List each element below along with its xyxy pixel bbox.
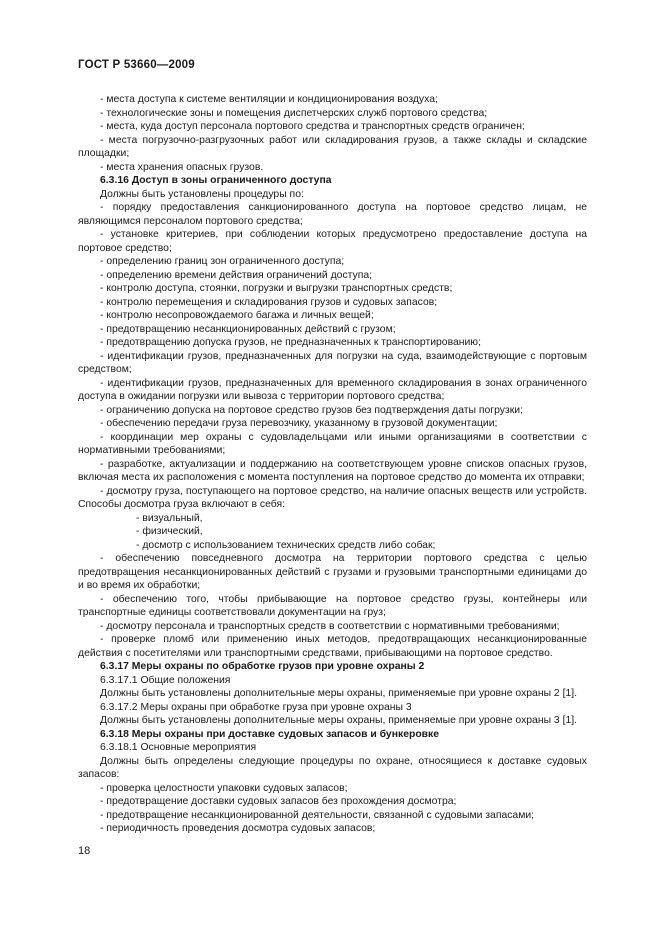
page-number: 18 [78, 845, 91, 857]
paragraph: - места, куда доступ персонала портового средства и транспортных средств ограничен; [100, 121, 525, 132]
paragraph: 6.3.18.1 Основные мероприятия [100, 742, 257, 753]
paragraph: - идентификации грузов, предназначенных для погрузки на суда, взаимодействующие с портовым средством; [78, 350, 587, 375]
paragraph: - ограничению допуска на портовое средство грузов без подтверждения даты погрузки; [100, 404, 523, 416]
paragraph: Должны быть установлены дополнительные меры охраны, применяемые при уровне охраны 3 [1]. [100, 715, 578, 726]
paragraph: - досмотру персонала и транспортных средств в соответствии с нормативными требованиями; [100, 620, 560, 632]
sub-list-item: - физический, [136, 526, 203, 537]
paragraph: 6.3.17.1 Общие положения [100, 674, 231, 686]
sub-list-item: - досмотр с использованием технических средств либо собак; [136, 539, 436, 551]
paragraph: - контролю несопровождаемого багажа и личных вещей; [100, 310, 374, 321]
section-heading: 6.3.16 Доступ в зоны ограниченного доступа [100, 175, 332, 186]
paragraph: - определению времени действия ограничений доступа; [100, 269, 373, 281]
paragraph: - проверка целостности упаковки судовых запасов; [100, 782, 348, 794]
paragraph: - предотвращение несанкционированной деятельности, связанной с судовыми запасами; [100, 809, 535, 821]
paragraph: - технологические зоны и помещения диспетчерских служб портового средства; [100, 107, 488, 119]
paragraph: Должны быть установлены дополнительные меры охраны, применяемые при уровне охраны 2 [1]. [100, 688, 578, 699]
section-heading: 6.3.17 Меры охраны по обработке грузов при уровне охраны 2 [100, 661, 425, 672]
paragraph: - обеспечению передачи груза перевозчику, указанному в грузовой документации; [100, 418, 498, 429]
paragraph: - проверке пломб или применению иных методов, предотвращающих несанкционированные действия с посетителями или транспортными средствами, прибывающими на портовое средство. [78, 634, 587, 659]
paragraph: - контролю доступа, стоянки, погрузки и выгрузки транспортных средств; [100, 283, 453, 294]
paragraph: - периодичность проведения досмотра судовых запасов; [100, 823, 376, 834]
sub-list-item: - визуальный, [136, 512, 203, 524]
paragraph: - определению границ зон ограниченного доступа; [100, 256, 345, 267]
section-heading: 6.3.18 Меры охраны при доставке судовых запасов и бункеровке [100, 728, 440, 740]
paragraph: - предотвращение доставки судовых запасов без прохождения досмотра; [100, 796, 457, 807]
paragraph: - разработке, актуализации и поддержанию на соответствующем уровне списков опасных грузов, включая места их расположения с момента поступления на портовое средство до момента их отправки; [78, 458, 587, 483]
paragraph: - порядку предоставления санкционированного доступа на портовое средство лицам, не являющимся персоналом портового средства; [78, 202, 587, 227]
paragraph: - места погрузочно-разгрузочных работ или складирования грузов, а также склады и складские площадки; [78, 134, 587, 159]
paragraph: - обеспечению повседневного досмотра на территории портового средства с целью предотвращения несанкционированных действий с грузами и грузовыми транспортными единицами до и во время их обработки; [78, 553, 587, 591]
paragraph: - места доступа к системе вентиляции и кондиционирования воздуха; [100, 94, 438, 105]
paragraph: - места хранения опасных грузов. [100, 161, 264, 173]
paragraph: - установке критериев, при соблюдении которых предусмотрено предоставление доступа на портовое средство; [78, 229, 587, 254]
document-body [78, 93, 587, 836]
paragraph: - контролю перемещения и складирования грузов и судовых запасов; [100, 296, 438, 308]
paragraph: 6.3.17.2 Меры охраны при обработке груза при уровне охраны 3 [100, 701, 412, 713]
paragraph: - предотвращению несанкционированных действий с грузом; [100, 323, 396, 335]
paragraph: - идентификации грузов, предназначенных для временного складирования в зонах ограниченного доступа в ожидании погрузки или вывоза с территории портового средства; [78, 377, 587, 402]
document-header-title: ГОСТ Р 53660—2009 [78, 59, 195, 71]
paragraph: Должны быть установлены процедуры по: [100, 188, 304, 200]
paragraph: Должны быть определены следующие процедуры по охране, относящиеся к доставке судовых запасов: [78, 755, 587, 780]
paragraph: - досмотру груза, поступающего на портовое средство, на наличие опасных веществ или устройств. Способы досмотра груза включают в себя: [78, 485, 587, 510]
paragraph: - предотвращению допуска грузов, не предназначенных к транспортированию; [100, 337, 481, 348]
paragraph: - обеспечению того, чтобы прибывающие на портовое средство грузы, контейнеры или транспортные единицы соответствовали документации на груз; [78, 593, 587, 618]
paragraph: - координации мер охраны с судовладельцами или иными организациями в соответствии с нормативными требованиями; [78, 431, 587, 456]
